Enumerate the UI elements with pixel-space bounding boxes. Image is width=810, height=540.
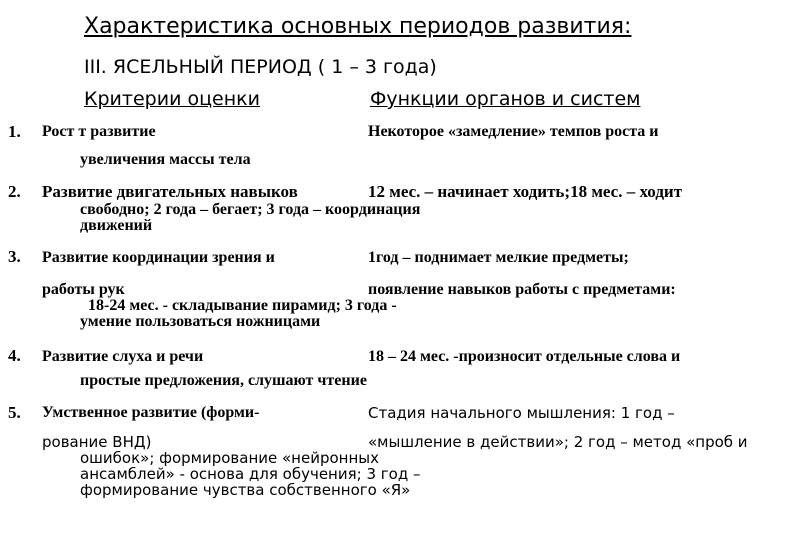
row-3-number: 3. — [8, 247, 21, 266]
row-5-function-cont-1: «мышление в действии»; 2 год – метод «проб и — [368, 433, 748, 451]
row-1-criterion: Рост т развитие — [42, 123, 156, 140]
row-2-number: 2. — [8, 182, 21, 201]
row-2-criterion: Развитие двигательных навыков — [42, 182, 298, 201]
row-1-function: Некоторое «замедление» темпов роста и — [368, 123, 659, 140]
row-1-function-cont: увеличения массы тела — [80, 151, 251, 168]
row-5-function-cont-4: формирование чувства собственного «Я» — [80, 481, 411, 499]
row-3-function-cont-1: появление навыков работы с предметами: — [368, 281, 676, 298]
period-subtitle: III. ЯСЕЛЬНЫЙ ПЕРИОД ( 1 – 3 года) — [84, 56, 437, 78]
row-5-function-cont-2: ошибок»; формирование «нейронных — [80, 449, 380, 467]
row-3-function: 1год – поднимает мелкие предметы; — [368, 249, 629, 266]
row-2-function-cont-2: движений — [80, 217, 153, 234]
row-3-function-cont-3: умение пользоваться ножницами — [80, 313, 321, 330]
row-3-criterion: Развитие координации зрения и — [42, 249, 275, 266]
row-5-number: 5. — [8, 403, 21, 422]
row-4-criterion: Развитие слуха и речи — [42, 348, 204, 365]
row-2-function-cont-1: свободно; 2 года – бегает; 3 года – координация — [80, 201, 421, 218]
header-functions: Функции органов и систем — [370, 88, 641, 110]
row-2-function: 12 мес. – начинает ходить;18 мес. – ходит — [368, 182, 683, 201]
row-5-function-cont-3: ансамблей» - основа для обучения; 3 год – — [80, 465, 421, 483]
row-5-criterion-cont: рование ВНД) — [42, 433, 152, 451]
row-1-number: 1. — [8, 122, 21, 141]
row-4-function: 18 – 24 мес. -произносит отдельные слова и — [368, 348, 681, 365]
row-4-number: 4. — [8, 346, 21, 365]
row-5-criterion: Умственное развитие (форми- — [42, 404, 260, 421]
header-criteria: Критерии оценки — [84, 88, 260, 110]
row-4-function-cont: простые предложения, слушают чтение — [80, 372, 367, 389]
row-3-function-cont-2: 18-24 мес. - складывание пирамид; 3 года - — [88, 297, 397, 314]
row-3-criterion-cont: работы рук — [42, 281, 125, 298]
page-title: Характеристика основных периодов развития: — [84, 14, 632, 39]
row-5-function: Стадия начального мышления: 1 год – — [368, 404, 675, 422]
